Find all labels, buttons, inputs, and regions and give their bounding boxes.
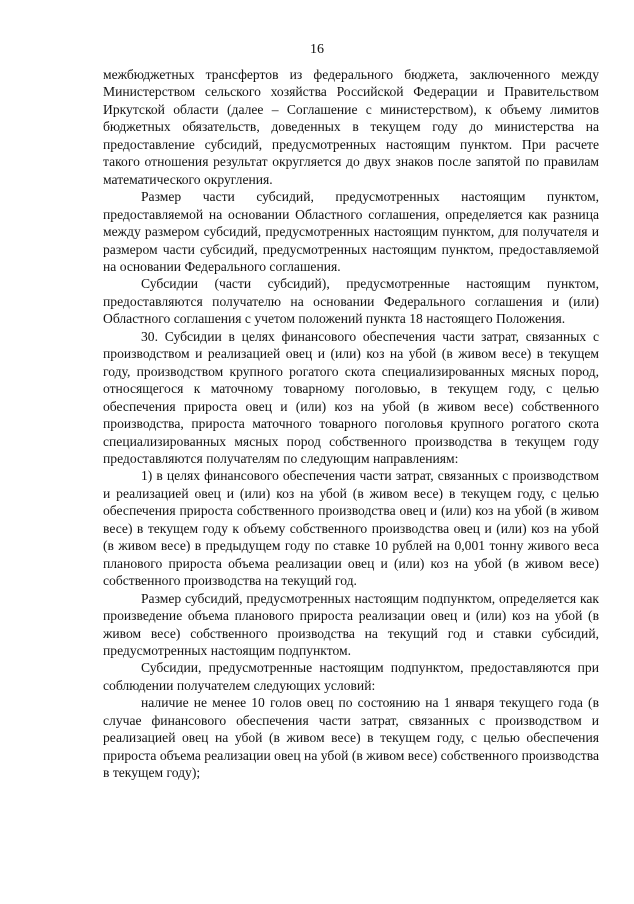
page-number: 16: [310, 42, 324, 57]
paragraph-intro-continuation: межбюджетных трансфертов из федерального бюджета, заключенного между Министерством сельского хозяйства Российской Федерации и Правительством Иркутской области (далее – Соглашение с министерством), к объему лимитов бюджетных обязательств, доведенных в текущем году до министерства на предоставление субсидий, предусмотренных настоящим пунктом. При расчете такого отношения результат округляется до двух знаков после запятой по правилам математического округления.: [103, 67, 599, 187]
paragraph-subsidy-size: Размер субсидий, предусмотренных настоящим подпунктом, определяется как произведение объема планового прироста реализации овец и (или) коз на убой (в живом весе) собственного производства на текущий год и ставки субсидий, предусмотренных настоящим подпунктом.: [103, 590, 599, 658]
paragraph-condition-sheep-count: наличие не менее 10 голов овец по состоянию на 1 января текущего года (в случае финансового обеспечения части затрат, связанных с производством и реализацией овец на убой (в живом весе) в текущем году, с целью обеспечения прироста объема реализации овец на убой (в живом весе) собственного производства в текущем году);: [103, 695, 599, 781]
document-body: [103, 66, 599, 782]
paragraph-agreement-basis: Субсидии (части субсидий), предусмотренные настоящим пунктом, предоставляются получателю на основании Федерального соглашения и (или) Областного соглашения с учетом положений пункта 18 настоящего Положения.: [103, 276, 599, 327]
paragraph-regional-share: Размер части субсидий, предусмотренных настоящим пунктом, предоставляемой на основании Областного соглашения, определяется как разница между размером субсидий, предусмотренных настоящим пунктом, для получателя и размером части субсидий, предусмотренных настоящим пунктом, предоставляемой на основании Федерального соглашения.: [103, 189, 599, 274]
paragraph-subpoint-1: 1) в целях финансового обеспечения части затрат, связанных с производством и реализацией овец и (или) коз на убой (в живом весе) в текущем году, с целью обеспечения прироста собственного производства овец и (или) коз на убой (в живом весе) в текущем году к объему собственного производства овец и (или) коз на убой (в живом весе) в предыдущем году по ставке 10 рублей на 0,001 тонну живого веса планового прироста объема реализации овец и (или) коз на убой (в живом весе) собственного производства на текущий год.: [103, 468, 599, 589]
paragraph-subsidy-conditions: Субсидии, предусмотренные настоящим подпунктом, предоставляются при соблюдении получателем следующих условий:: [103, 660, 599, 693]
paragraph-section-30: 30. Субсидии в целях финансового обеспечения части затрат, связанных с производством и реализацией овец и (или) коз на убой (в живом весе) в текущем году, производством крупного рогатого скота специализированных мясных пород, относящегося к маточному товарному поголовью, в текущем году, с целью обеспечения прироста овец и (или) коз на убой (в живом весе) собственного производства, прироста маточного товарного поголовья крупного рогатого скота специализированных мясных пород собственного производства в текущем году предоставляются получателям по следующим направлениям:: [103, 328, 599, 466]
